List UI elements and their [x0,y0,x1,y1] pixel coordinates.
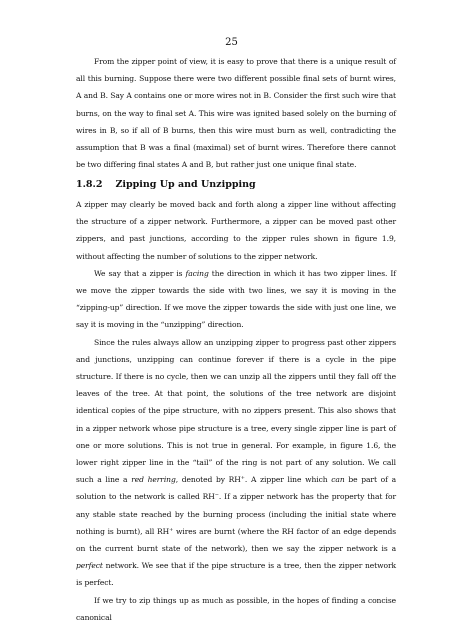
opening-text [76,38,396,173]
page-number: 25 [225,37,238,48]
paragraph-zipper-moves: A zipper may clearly be moved back and forth along a zipper line without affecting the structure of a zipper network. Furthermore, a zipper can be moved past other zippers, and past junctions, according to the zipper rules shown in figure 1.9, without affecting the number of solutions to the zipper network. [76,200,396,261]
paragraph-unzipping: Since the rules always allow an unzipping zipper to progress past other zippers and junctions, unzipping can continue forever if there is a cycle in the pipe structure. If there is no cycle, then we can unzip all the zippers until they fall off the leaves of the tree. At that point, the solutions of the tree network are disjoint identical copies of the pipe structure, with no zippers present. This also shows that in a zipper network whose pipe structure is a tree, every single zipper line is part of one or more solutions. This is not true in general. For example, in figure 1.6, the lower right zipper line in the “tail” of the ring is not part of any solution. We call such a line a red herring, denoted by RH+. A zipper line which can be part of a solution to the network is called RH−. If a zipper network has the property that for any stable state reached by the burning process (including the initial state where nothing is burnt), all RH+ wires are burnt (where the RH factor of an edge depends on the current burnt state of the network), then we say the zipper network is a perfect network. We see that if the pipe structure is a tree, then the zipper network is perfect. [76,337,397,588]
paragraph-facing: We say that a zipper is facing the direction in which it has two zipper lines. If we move the zipper towards the side with two lines, we say it is moving in the “zipping-up” direction. If we move the zipper towards the side with just one line, we say it is moving in the “unzipping” direction. [76,268,396,330]
section-number: 1.8.2 [76,179,103,190]
paragraph-zip-up: If we try to zip things up as much as possible, in the hopes of finding a concise canonical [76,595,396,622]
section-heading [76,179,396,190]
section-title: Zipping Up and Unzipping [115,179,256,190]
section-body [76,196,396,626]
paragraph-burning-proof: From the zipper point of view, it is easy to prove that there is a unique result of all this burning. Suppose there were two different possible final sets of burnt wires, A and B. Say A contains one or more wires not in B. Consider the first such wire that burns, on the way to final set A. This wire was ignited based solely on the burning of wires in B, so if all of B burns, then this wire must burn as well, contradicting the assumption that B was a final (maximal) set of burnt wires. Therefore there cannot be two differing final states A and B, but rather just one unique final state. [76,57,396,170]
